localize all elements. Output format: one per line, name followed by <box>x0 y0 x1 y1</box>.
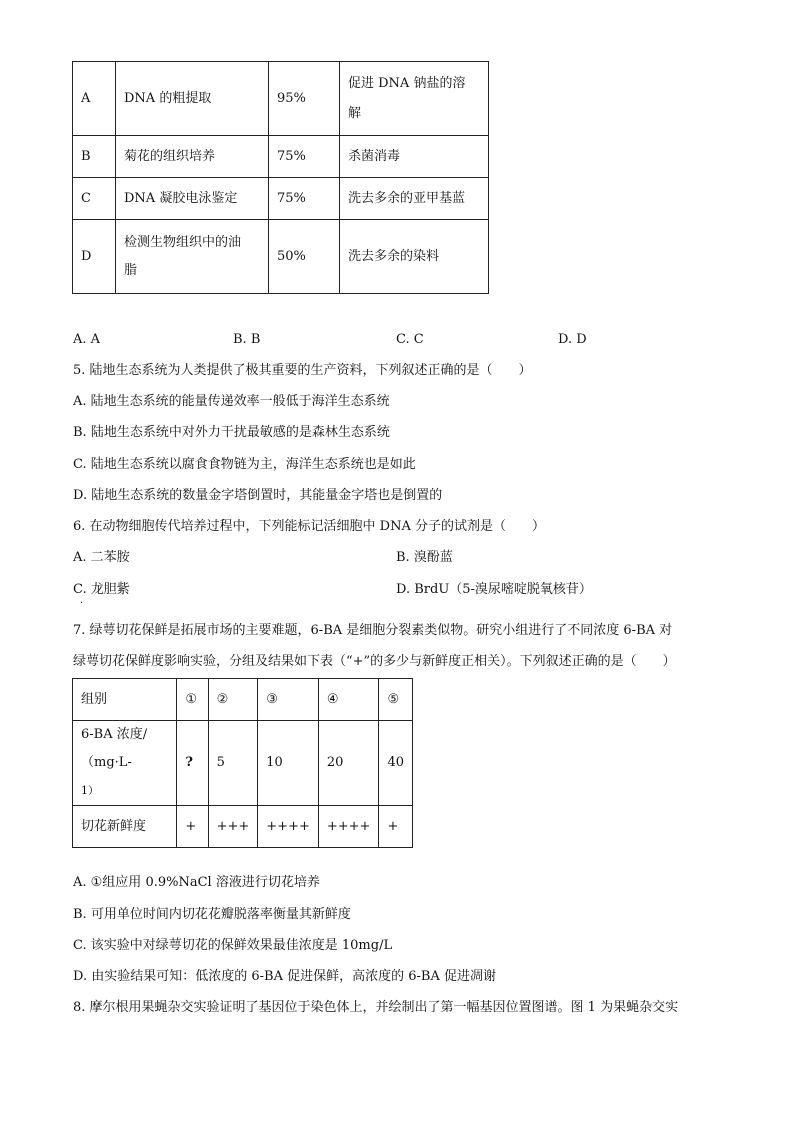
q6-option-c: C. 龙胆紫 <box>73 582 130 597</box>
cell-line: 脂 <box>124 262 138 278</box>
q6-stem: 6. 在动物细胞传代培养过程中，下列能标记活细胞中 DNA 分子的试剂是（ ） <box>73 519 545 534</box>
cell-line: 6-BA 浓度/（mg·L- <box>81 727 148 770</box>
concentration-table <box>72 678 413 848</box>
table-row <box>73 62 489 136</box>
table-row <box>73 178 489 220</box>
cell-line: 解 <box>348 105 362 121</box>
table-row <box>73 679 413 721</box>
table-cell: ① <box>177 679 208 721</box>
table-cell: ⑤ <box>379 679 413 721</box>
q4-option-c: C. C <box>396 332 424 347</box>
q7-option-c: C. 该实验中对绿萼切花的保鲜效果最佳浓度是 10mg/L <box>73 938 393 953</box>
table-cell: + <box>379 806 413 848</box>
table-cell: ++++ <box>258 806 319 848</box>
table-cell: ? <box>177 721 208 806</box>
table-cell: 10 <box>258 721 319 806</box>
table-cell: 洗去多余的亚甲基蓝 <box>340 178 489 220</box>
q5-option-c: C. 陆地生态系统以腐食食物链为主，海洋生态系统也是如此 <box>73 457 416 472</box>
table-cell: 菊花的组织培养 <box>116 136 269 178</box>
table-cell: 20 <box>318 721 379 806</box>
table-cell: 洗去多余的染料 <box>340 220 489 294</box>
table-cell: + <box>177 806 208 848</box>
table-cell: +++ <box>208 806 258 848</box>
table-cell: 50% <box>269 220 340 294</box>
table-cell: 75% <box>269 178 340 220</box>
table-cell: ④ <box>318 679 379 721</box>
q7-option-b: B. 可用单位时间内切花花瓣脱落率衡量其新鲜度 <box>73 907 351 922</box>
table-cell <box>340 62 489 136</box>
q8-stem: 8. 摩尔根用果蝇杂交实验证明了基因位于染色体上，并绘制出了第一幅基因位置图谱。图 1 为果蝇杂交实 <box>73 1000 679 1015</box>
q5-option-d: D. 陆地生态系统的数量金字塔倒置时，其能量金字塔也是倒置的 <box>73 488 443 503</box>
q7-stem-line1: 7. 绿萼切花保鲜是拓展市场的主要难题，6-BA 是细胞分裂素类似物。研究小组进行了不同浓度 6-BA 对 <box>73 623 673 638</box>
q6-option-a: A. 二苯胺 <box>73 550 130 565</box>
table-cell: 切花新鲜度 <box>73 806 177 848</box>
table-row <box>73 721 413 806</box>
q7-stem-line2: 绿萼切花保鲜度影响实验，分组及结果如下表（“+”的多少与新鲜度正相关）。下列叙述正确的是（ ） <box>73 654 676 669</box>
q6-option-d: D. BrdU（5-溴尿嘧啶脱氧核苷） <box>396 582 592 597</box>
table-cell: ③ <box>258 679 319 721</box>
q5-stem: 5. 陆地生态系统为人类提供了极其重要的生产资料，下列叙述正确的是（ ） <box>73 363 532 378</box>
table-cell: B <box>73 136 116 178</box>
table-row <box>73 806 413 848</box>
q7-option-a: A. ①组应用 0.9%NaCl 溶液进行切花培养 <box>73 875 320 890</box>
table-cell: 40 <box>379 721 413 806</box>
table-cell: A <box>73 62 116 136</box>
cell-line: 促进 DNA 钠盐的溶 <box>348 75 466 91</box>
table-cell: 5 <box>208 721 258 806</box>
table-cell: DNA 的粗提取 <box>116 62 269 136</box>
table-cell: C <box>73 178 116 220</box>
q4-option-b: B. B <box>233 332 261 347</box>
table-cell: ++++ <box>318 806 379 848</box>
scan-dot: · <box>80 598 84 609</box>
table-cell: DNA 凝胶电泳鉴定 <box>116 178 269 220</box>
q4-option-d: D. D <box>558 332 587 347</box>
table-row <box>73 136 489 178</box>
q4-option-a: A. A <box>73 332 101 347</box>
table-cell <box>73 721 177 806</box>
table-cell: 杀菌消毒 <box>340 136 489 178</box>
table-cell: 75% <box>269 136 340 178</box>
cell-line: 检测生物组织中的油 <box>124 234 242 250</box>
table-cell: D <box>73 220 116 294</box>
table-cell: ② <box>208 679 258 721</box>
table-cell: 95% <box>269 62 340 136</box>
q5-option-b: B. 陆地生态系统中对外力干扰最敏感的是森林生态系统 <box>73 425 390 440</box>
table-cell <box>116 220 269 294</box>
q5-option-a: A. 陆地生态系统的能量传递效率一般低于海洋生态系统 <box>73 394 390 409</box>
table-cell: 组别 <box>73 679 177 721</box>
q7-option-d: D. 由实验结果可知：低浓度的 6-BA 促进保鲜，高浓度的 6-BA 促进凋谢 <box>73 969 496 984</box>
reagent-table <box>72 61 489 294</box>
table-row <box>73 220 489 294</box>
q6-option-b: B. 溴酚蓝 <box>396 550 453 565</box>
cell-line: 1） <box>81 784 99 797</box>
